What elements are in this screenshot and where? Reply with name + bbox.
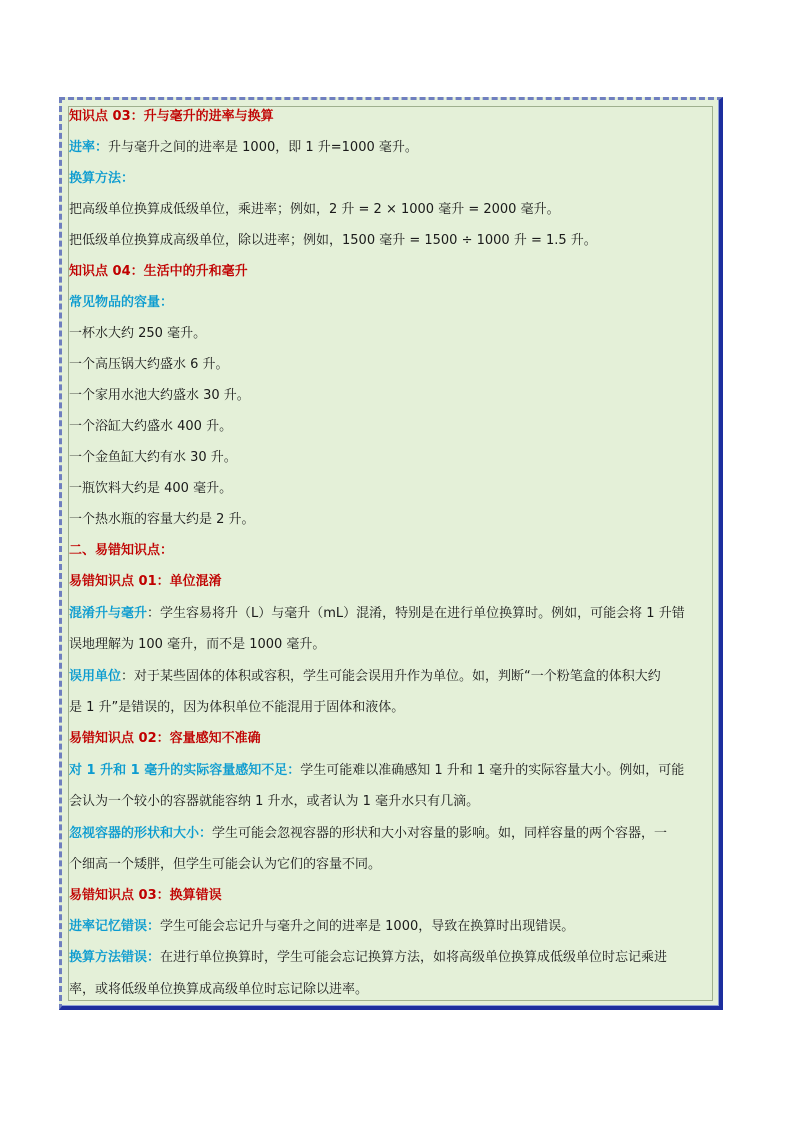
err03-p2-label: 换算方法错误： [69,950,161,965]
err02-p1-line1 [69,761,719,781]
err03-p2-line1 [69,948,719,968]
err02-p1-line2: 会认为一个较小的容器就能容纳 1 升水，或者认为 1 毫升水只有几滴。 [69,794,480,809]
method-line-1: 把高级单位换算成低级单位，乘进率；例如，2 升 = 2 × 1000 毫升 = 2000 毫升。 [69,202,560,217]
err01-p2-text: ：对于某些固体的体积或容积，学生可能会误用升作为单位。如，判断“一个粉笔盒的体积大约 [121,669,661,684]
err02-p2-line1 [69,824,719,844]
err03-p1-line1 [69,917,719,937]
err01-p1-line2: 误地理解为 100 毫升，而不是 1000 毫升。 [69,637,326,652]
err01-p2-label: 误用单位 [69,669,122,684]
list-item: 一个家用水池大约盛水 30 升。 [69,388,250,403]
err02-p2-text: 学生可能会忽视容器的形状和大小对容量的影响。如，同样容量的两个容器，一 [212,826,668,841]
err03-p1-label: 进率记忆错误： [69,919,161,934]
rate-text: 升与毫升之间的进率是 1000，即 1 升=1000 毫升。 [108,140,418,155]
err01-heading: 易错知识点 01：单位混淆 [69,574,222,589]
err02-p2-line2: 个细高一个矮胖，但学生可能会认为它们的容量不同。 [69,857,382,872]
rate-label: 进率： [69,140,109,155]
list-item: 一个高压锅大约盛水 6 升。 [69,357,229,372]
err03-p1-text: 学生可能会忘记升与毫升之间的进率是 1000，导致在换算时出现错误。 [160,919,575,934]
err03-heading: 易错知识点 03：换算错误 [69,888,222,903]
list-item: 一个热水瓶的容量大约是 2 升。 [69,512,255,527]
err02-p2-label: 忽视容器的形状和大小： [69,826,213,841]
list-item: 一杯水大约 250 毫升。 [69,326,207,341]
err01-p1-text: ：学生容易将升（L）与毫升（mL）混淆，特别是在进行单位换算时。例如，可能会将 1 升错 [147,606,685,621]
err03-p2-line2: 率，或将低级单位换算成高级单位时忘记除以进率。 [69,982,369,997]
rate-paragraph [69,138,719,158]
section03-heading: 知识点 03：升与毫升的进率与换算 [69,109,274,124]
err02-heading: 易错知识点 02：容量感知不准确 [69,731,261,746]
err01-p1-label: 混淆升与毫升 [69,606,148,621]
err01-p1-line1 [69,604,719,624]
err03-p2-text: 在进行单位换算时，学生可能会忘记换算方法，如将高级单位换算成低级单位时忘记乘进 [160,950,668,965]
err01-p2-line2: 是 1 升”是错误的，因为体积单位不能混用于固体和液体。 [69,700,405,715]
err02-p1-label: 对 1 升和 1 毫升的实际容量感知不足： [69,763,301,778]
part2-heading: 二、易错知识点： [69,543,174,558]
list-item: 一个浴缸大约盛水 400 升。 [69,419,233,434]
section04-heading: 知识点 04：生活中的升和毫升 [69,264,248,279]
list-item: 一瓶饮料大约是 400 毫升。 [69,481,233,496]
err01-p2-line1 [69,667,719,687]
common-capacity-label: 常见物品的容量： [69,295,174,310]
list-item: 一个金鱼缸大约有水 30 升。 [69,450,237,465]
method-label: 换算方法： [69,171,135,186]
err02-p1-text: 学生可能难以准确感知 1 升和 1 毫升的实际容量大小。例如，可能 [300,763,685,778]
method-line-2: 把低级单位换算成高级单位，除以进率；例如，1500 毫升 = 1500 ÷ 1000 升 = 1.5 升。 [69,233,597,248]
